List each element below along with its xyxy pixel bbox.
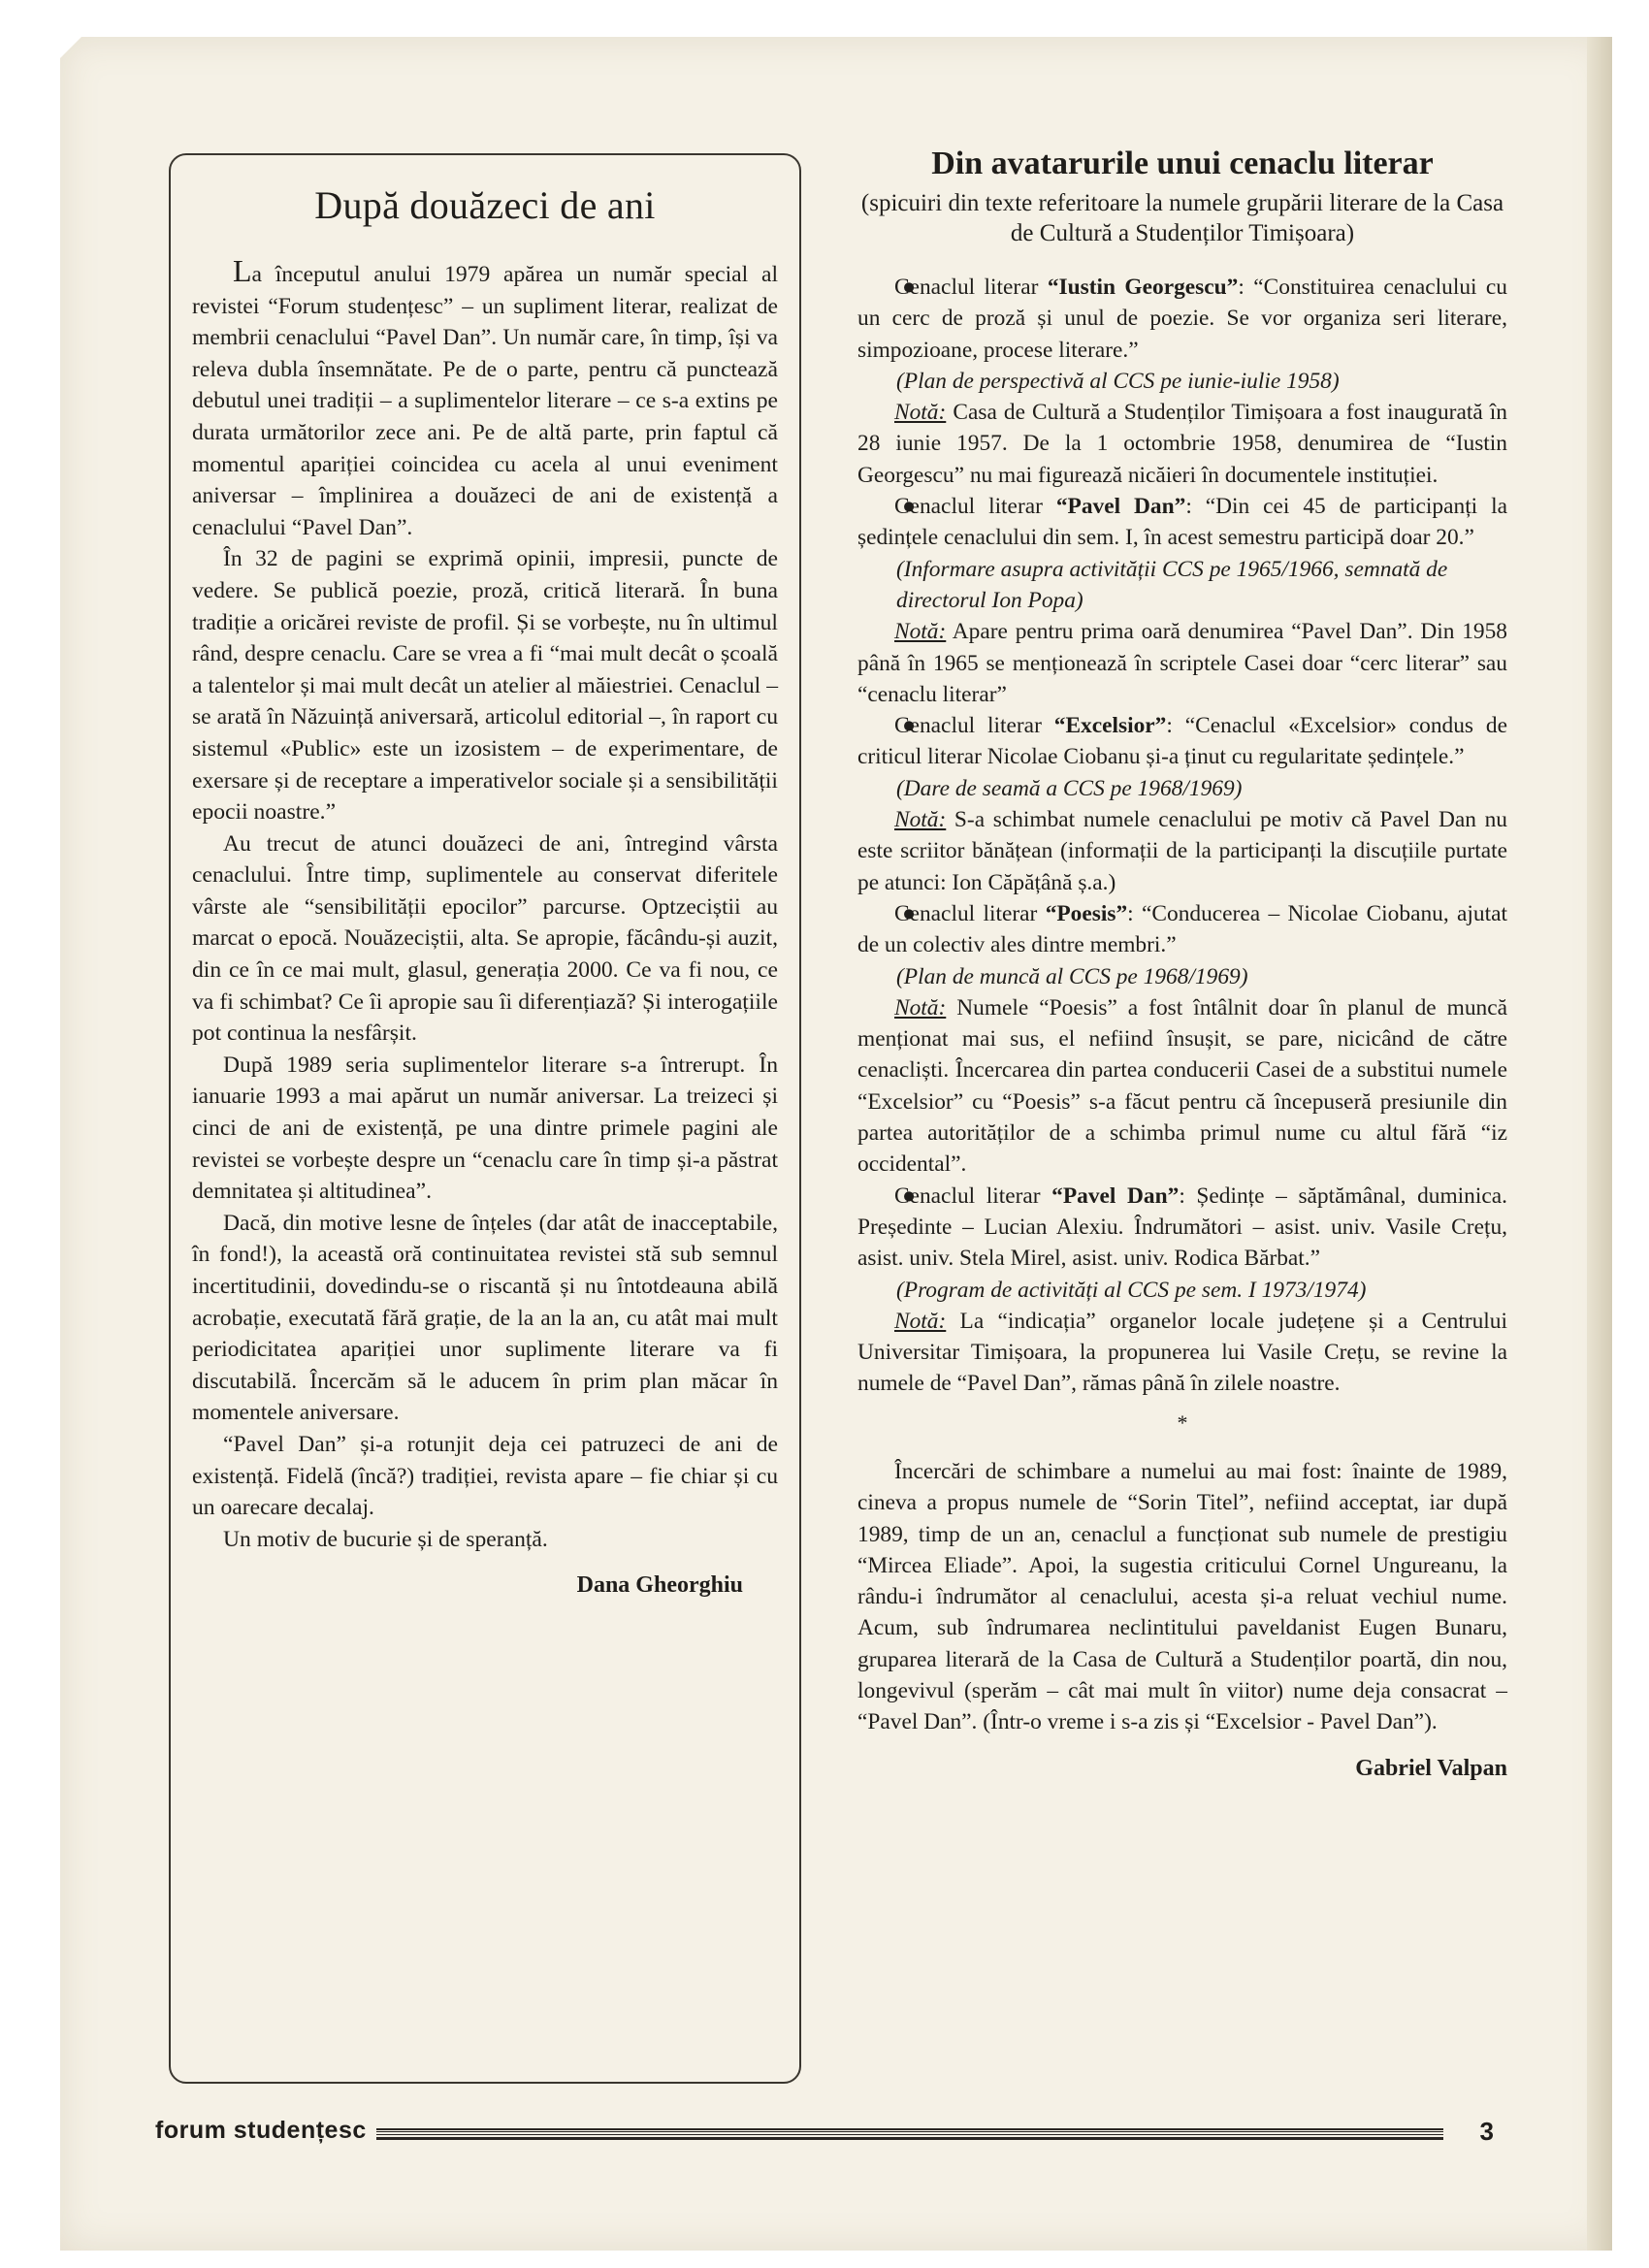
entry-text: : “Din cei 45 de participanți la ședințele cenaclului din sem. I, în acest semestru participă doar 20.” [857, 494, 1507, 551]
left-paragraph: Dacă, din motive lesne de înțeles (dar atât de inacceptabile, în fond!), la această oră continuitatea revistei stă sub semnul incertitudinii, dovedindu-se o riscantă și nu întotdeauna abilă acrobație, executată fără grație, de la an la an, cu atât mai mult periodicitatea apariției unor suplimente literare va fi discutabilă. Încercăm să le aducem în prim plan măcar în momentele aniversare. [192, 1210, 778, 1426]
entry-prefix: Cenaclul literar [894, 275, 1048, 300]
entry-name: “Pavel Dan” [1055, 494, 1186, 520]
note-text: Numele “Poesis” a fost întâlnit doar în planul de muncă menționat mai sus, el nefiind însușit, se pare, nicicând de către cenacliști. Încercarea din partea conducerii Casei de a substitui numele “Excelsior” cu “Poesis” s-a făcut pentru că începuseră presiunile din partea autorităților de a schimba primul nume cu altul fără “iz occidental”. [857, 994, 1507, 1178]
entry-name: “Iustin Georgescu” [1047, 275, 1239, 300]
page-footer [155, 2113, 1494, 2152]
entry-quote [857, 710, 1507, 773]
left-paragraph: Un motiv de bucurie și de speranță. [223, 1526, 548, 1552]
closing-paragraph: Încercări de schimbare a numelui au mai fost: înainte de 1989, cineva a propus numele de “Sorin Titel”, nefiind acceptat, iar după 1989, timp de un an, cenaclul a funcționat sub numele de prestigiu “Mircea Eliade”. Apoi, la sugestia criticului Cornel Ungureanu, la rându-i îndrumător al cenaclului, acesta și-a reluat vechiul nume. Acum, sub îndrumarea neclintitului paveldanist Eugen Bunaru, gruparea literară de la Casa de Cultură a Studenților poartă, din nou, longevivul (sperăm – cât mai mult în viitor) nume deja consacrat – “Pavel Dan”. (Într-o vreme i s-a zis și “Excelsior - Pavel Dan”). [857, 1458, 1507, 1735]
entry-prefix: Cenaclul literar [894, 713, 1054, 739]
footer-rule [376, 2128, 1443, 2140]
entry-prefix: Cenaclul literar [894, 1183, 1052, 1209]
entry-text: : “Constituirea cenaclului cu un cerc de proză și unul de poezie. Se vor organiza seri literare, simpozioane, procese literare.” [857, 275, 1508, 363]
entry-note [857, 992, 1507, 1181]
entry-prefix: Cenaclul literar [894, 900, 1046, 926]
entry-note [857, 616, 1507, 710]
entry-name: “Pavel Dan” [1051, 1183, 1180, 1209]
page-edge [1587, 37, 1612, 2251]
left-article-author: Dana Gheorghiu [576, 1572, 743, 1599]
left-paragraph: În 32 de pagini se exprimă opinii, impresii, puncte de vedere. Se publică poezie, proză, critică literară. În buna tradiție a oricărei reviste de profil. Și se vorbește, nu în ultimul rând, despre cenaclu. Care se vrea a fi “mai mult decât o școală a talentelor și mai mult decât un atelier al măiestriei. Cenaclul – se arată în Năzuință aniversară, articolul editorial –, în raport cu sistemul «Public» este un izosistem – de experimentare, de exersare și de receptare a imperativelor sociale și a sensibilității epocii noastre.” [192, 546, 778, 826]
page-corner [60, 37, 81, 58]
entry-note [857, 1306, 1507, 1400]
left-article-title: După douăzeci de ani [314, 183, 656, 227]
entry-source: (Program de activități al CCS pe sem. I 1973/1974) [896, 1277, 1367, 1303]
left-paragraph: “Pavel Dan” și-a rotunjit deja cei patruzeci de ani de existență. Fidelă (încă?) tradiției, revista apare – fie chiar și cu un oarecare decalaj. [192, 1431, 778, 1521]
entry-quote [857, 272, 1507, 366]
left-article-box [169, 153, 801, 2084]
entry-source: (Informare asupra activității CCS pe 1965/1966, semnată de directorul Ion Popa) [896, 556, 1448, 613]
entry-name: “Poesis” [1045, 900, 1128, 926]
note-label: Notă: [894, 994, 947, 1021]
entry-note [857, 397, 1507, 491]
note-label: Notă: [894, 1308, 947, 1334]
entry-prefix: Cenaclul literar [894, 494, 1056, 520]
page-number: 3 [1479, 2117, 1494, 2146]
note-label: Notă: [894, 619, 947, 645]
right-article [857, 146, 1507, 1782]
entry-text: : “Conducerea – Nicolae Ciobanu, ajutat de un colectiv ales dintre membri.” [857, 900, 1507, 958]
entry-source: (Plan de muncă al CCS pe 1968/1969) [896, 963, 1248, 989]
entry-quote [857, 1181, 1507, 1275]
left-paragraph: La începutul anului 1979 apărea un număr special al revistei “Forum studențesc” – un supliment literar, realizat de membrii cenaclului “Pavel Dan”. Un număr care, în timp, își va releva dubla însemnătate. Pe de o parte, pentru că punctează debutul unei tradiții – a suplimentelor literare – ce s-a extins pe durata următorilor zece ani. Pe de altă parte, prin faptul că momentul apariției coincidea cu acela al unui eveniment aniversar – împlinirea a douăzeci de ani de existență a cenaclului “Pavel Dan”. [192, 253, 778, 540]
left-article-body [192, 255, 778, 1555]
note-text: Casa de Cultură a Studenților Timișoara a fost inaugurată în 28 iunie 1957. De la 1 octombrie 1958, denumirea de “Iustin Georgescu” nu mai figurează nicăieri în documentele instituției. [857, 400, 1507, 488]
entry-text: : “Cenaclul «Excelsior» condus de criticul literar Nicolae Ciobanu și-a ținut cu regularitate ședințele.” [857, 713, 1507, 770]
magazine-brand: forum studențesc [155, 2117, 367, 2144]
note-label: Notă: [894, 807, 947, 833]
entry-note [857, 804, 1507, 898]
left-paragraph: După 1989 seria suplimentelor literare s-a întrerupt. În ianuarie 1993 a mai apărut un număr aniversar. La treizeci și cinci de ani de existență, pe una dintre primele pagini ale revistei se vorbește despre un “cenaclu care în timp și-a păstrat demnitatea și altitudinea”. [192, 1052, 778, 1205]
right-article-body [857, 272, 1507, 1738]
note-text: La “indicația” organelor locale județene și a Centrului Universitar Timișoara, la propunerea lui Vasile Crețu, se revine la numele de “Pavel Dan”, rămas până în zilele noastre. [857, 1308, 1507, 1397]
note-label: Notă: [894, 400, 947, 426]
note-text: Apare pentru prima oară denumirea “Pavel Dan”. Din 1958 până în 1965 se menționează în scriptele Casei doar “cerc literar” sau “cenaclu literar” [857, 619, 1507, 707]
entry-source: (Dare de seamă a CCS pe 1968/1969) [896, 775, 1243, 801]
entry-quote [857, 491, 1507, 554]
right-article-title: Din avatarurile unui cenaclu literar [931, 146, 1434, 181]
entry-text: : Ședințe – săptămânal, duminica. Președinte – Lucian Alexiu. Îndrumători – asist. univ. Vasile Crețu, asist. univ. Stela Mirel, asist. univ. Rodica Bărbat.” [857, 1183, 1507, 1272]
right-article-author: Gabriel Valpan [1355, 1755, 1507, 1781]
right-article-subtitle: (spicuiri din texte referitoare la numele grupării literare de la Casa de Cultură a Studenților Timișoara) [860, 190, 1504, 246]
entry-source: (Plan de perspectivă al CCS pe iunie-iulie 1958) [896, 368, 1340, 394]
left-paragraph: Au trecut de atunci douăzeci de ani, întregind vârsta cenaclului. Între timp, suplimentele au conservat diferitele vârste ale “sensibilității epocilor” parcurse. Optzeciștii au marcat o epocă. Nouăzeciștii, alta. Se apropie, făcându-și auzit, din ce în ce mai mult, glasul, generația 2000. Ce va fi nou, ce va fi schimbat? Ce îi apropie sau îi diferențiază? Și interogațiile pot continua la nesfârșit. [192, 830, 778, 1047]
note-text: S-a schimbat numele cenaclului pe motiv că Pavel Dan nu este scriitor bănățean (informații de la participanți la discuțiile purtate pe atunci: Ion Căpățână ș.a.) [857, 807, 1507, 895]
entry-quote [857, 898, 1507, 961]
entry-name: “Excelsior” [1053, 713, 1167, 739]
section-separator: * [1177, 1409, 1188, 1435]
